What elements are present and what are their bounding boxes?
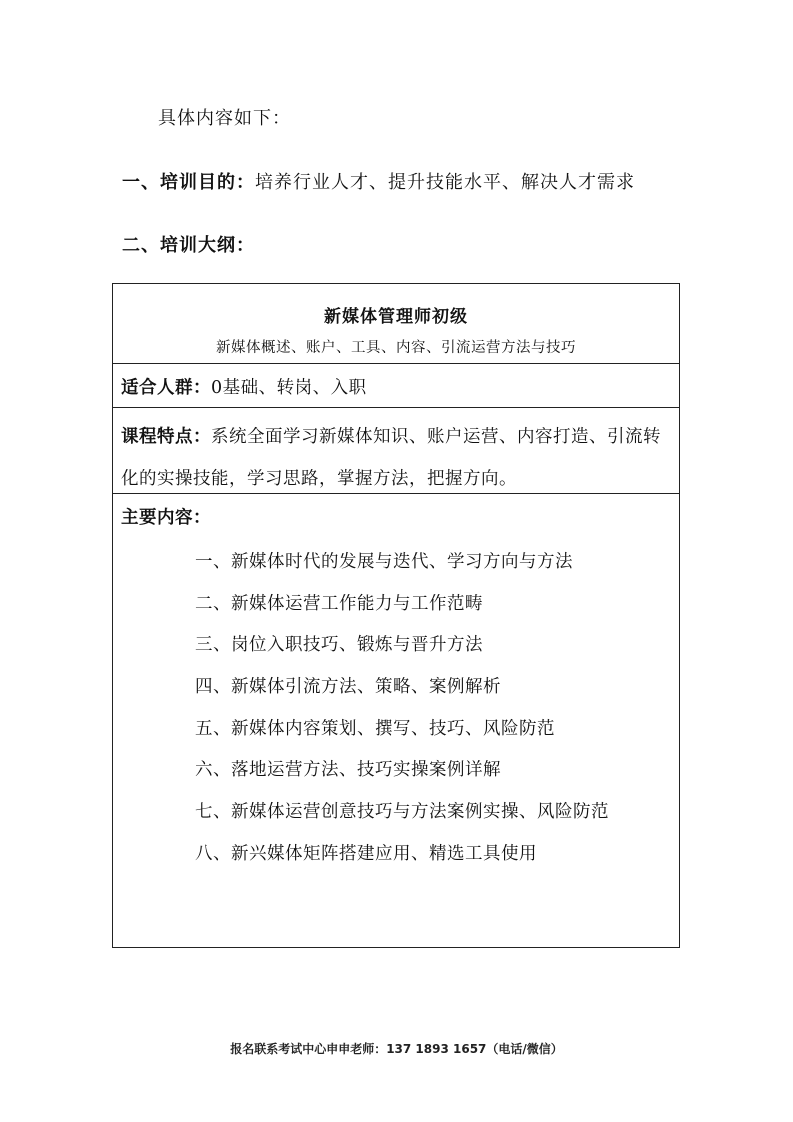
audience-cell: [121, 374, 671, 399]
audience-label: 适合人群：: [121, 378, 211, 398]
main-content-row: [113, 493, 679, 947]
intro-text: 具体内容如下：: [158, 108, 291, 129]
main-content-list: [195, 542, 609, 876]
list-item: 八、新兴媒体矩阵搭建应用、精选工具使用: [195, 843, 537, 864]
list-item: 六、落地运营方法、技巧实操案例详解: [195, 760, 501, 781]
main-content-label: 主要内容：: [121, 508, 211, 528]
features-row: [113, 407, 679, 493]
footer-contact: 报名联系考试中心申申老师：137 1893 1657（电话/微信）: [230, 1042, 563, 1056]
course-title: 新媒体管理师初级: [324, 307, 468, 327]
course-title-row: [113, 284, 679, 363]
section-training-purpose: [122, 168, 635, 194]
list-item: 二、新媒体运营工作能力与工作范畴: [195, 593, 483, 614]
list-item: 七、新媒体运营创意技巧与方法案例实操、风险防范: [195, 802, 609, 823]
list-item: 一、新媒体时代的发展与迭代、学习方向与方法: [195, 552, 573, 572]
list-item: 四、新媒体引流方法、策略、案例解析: [195, 677, 501, 698]
section-training-outline-label: 二、培训大纲：: [122, 235, 255, 256]
course-outline-table: [112, 283, 680, 948]
audience-text: 0基础、转岗、入职: [211, 378, 367, 398]
features-cell: [121, 416, 671, 500]
section-training-purpose-text: 培养行业人才、提升技能水平、解决人才需求: [255, 172, 635, 193]
audience-row: [113, 363, 679, 407]
course-subtitle: 新媒体概述、账户、工具、内容、引流运营方法与技巧: [216, 340, 576, 356]
features-text: 系统全面学习新媒体知识、账户运营、内容打造、引流转化的实操技能，学习思路，掌握方法，把握方向。: [121, 427, 661, 489]
features-label: 课程特点：: [121, 427, 211, 447]
list-item: 三、岗位入职技巧、锻炼与晋升方法: [195, 635, 483, 656]
section-training-outline: [122, 231, 255, 257]
list-item: 五、新媒体内容策划、撰写、技巧、风险防范: [195, 718, 555, 739]
section-training-purpose-label: 一、培训目的：: [122, 172, 255, 193]
